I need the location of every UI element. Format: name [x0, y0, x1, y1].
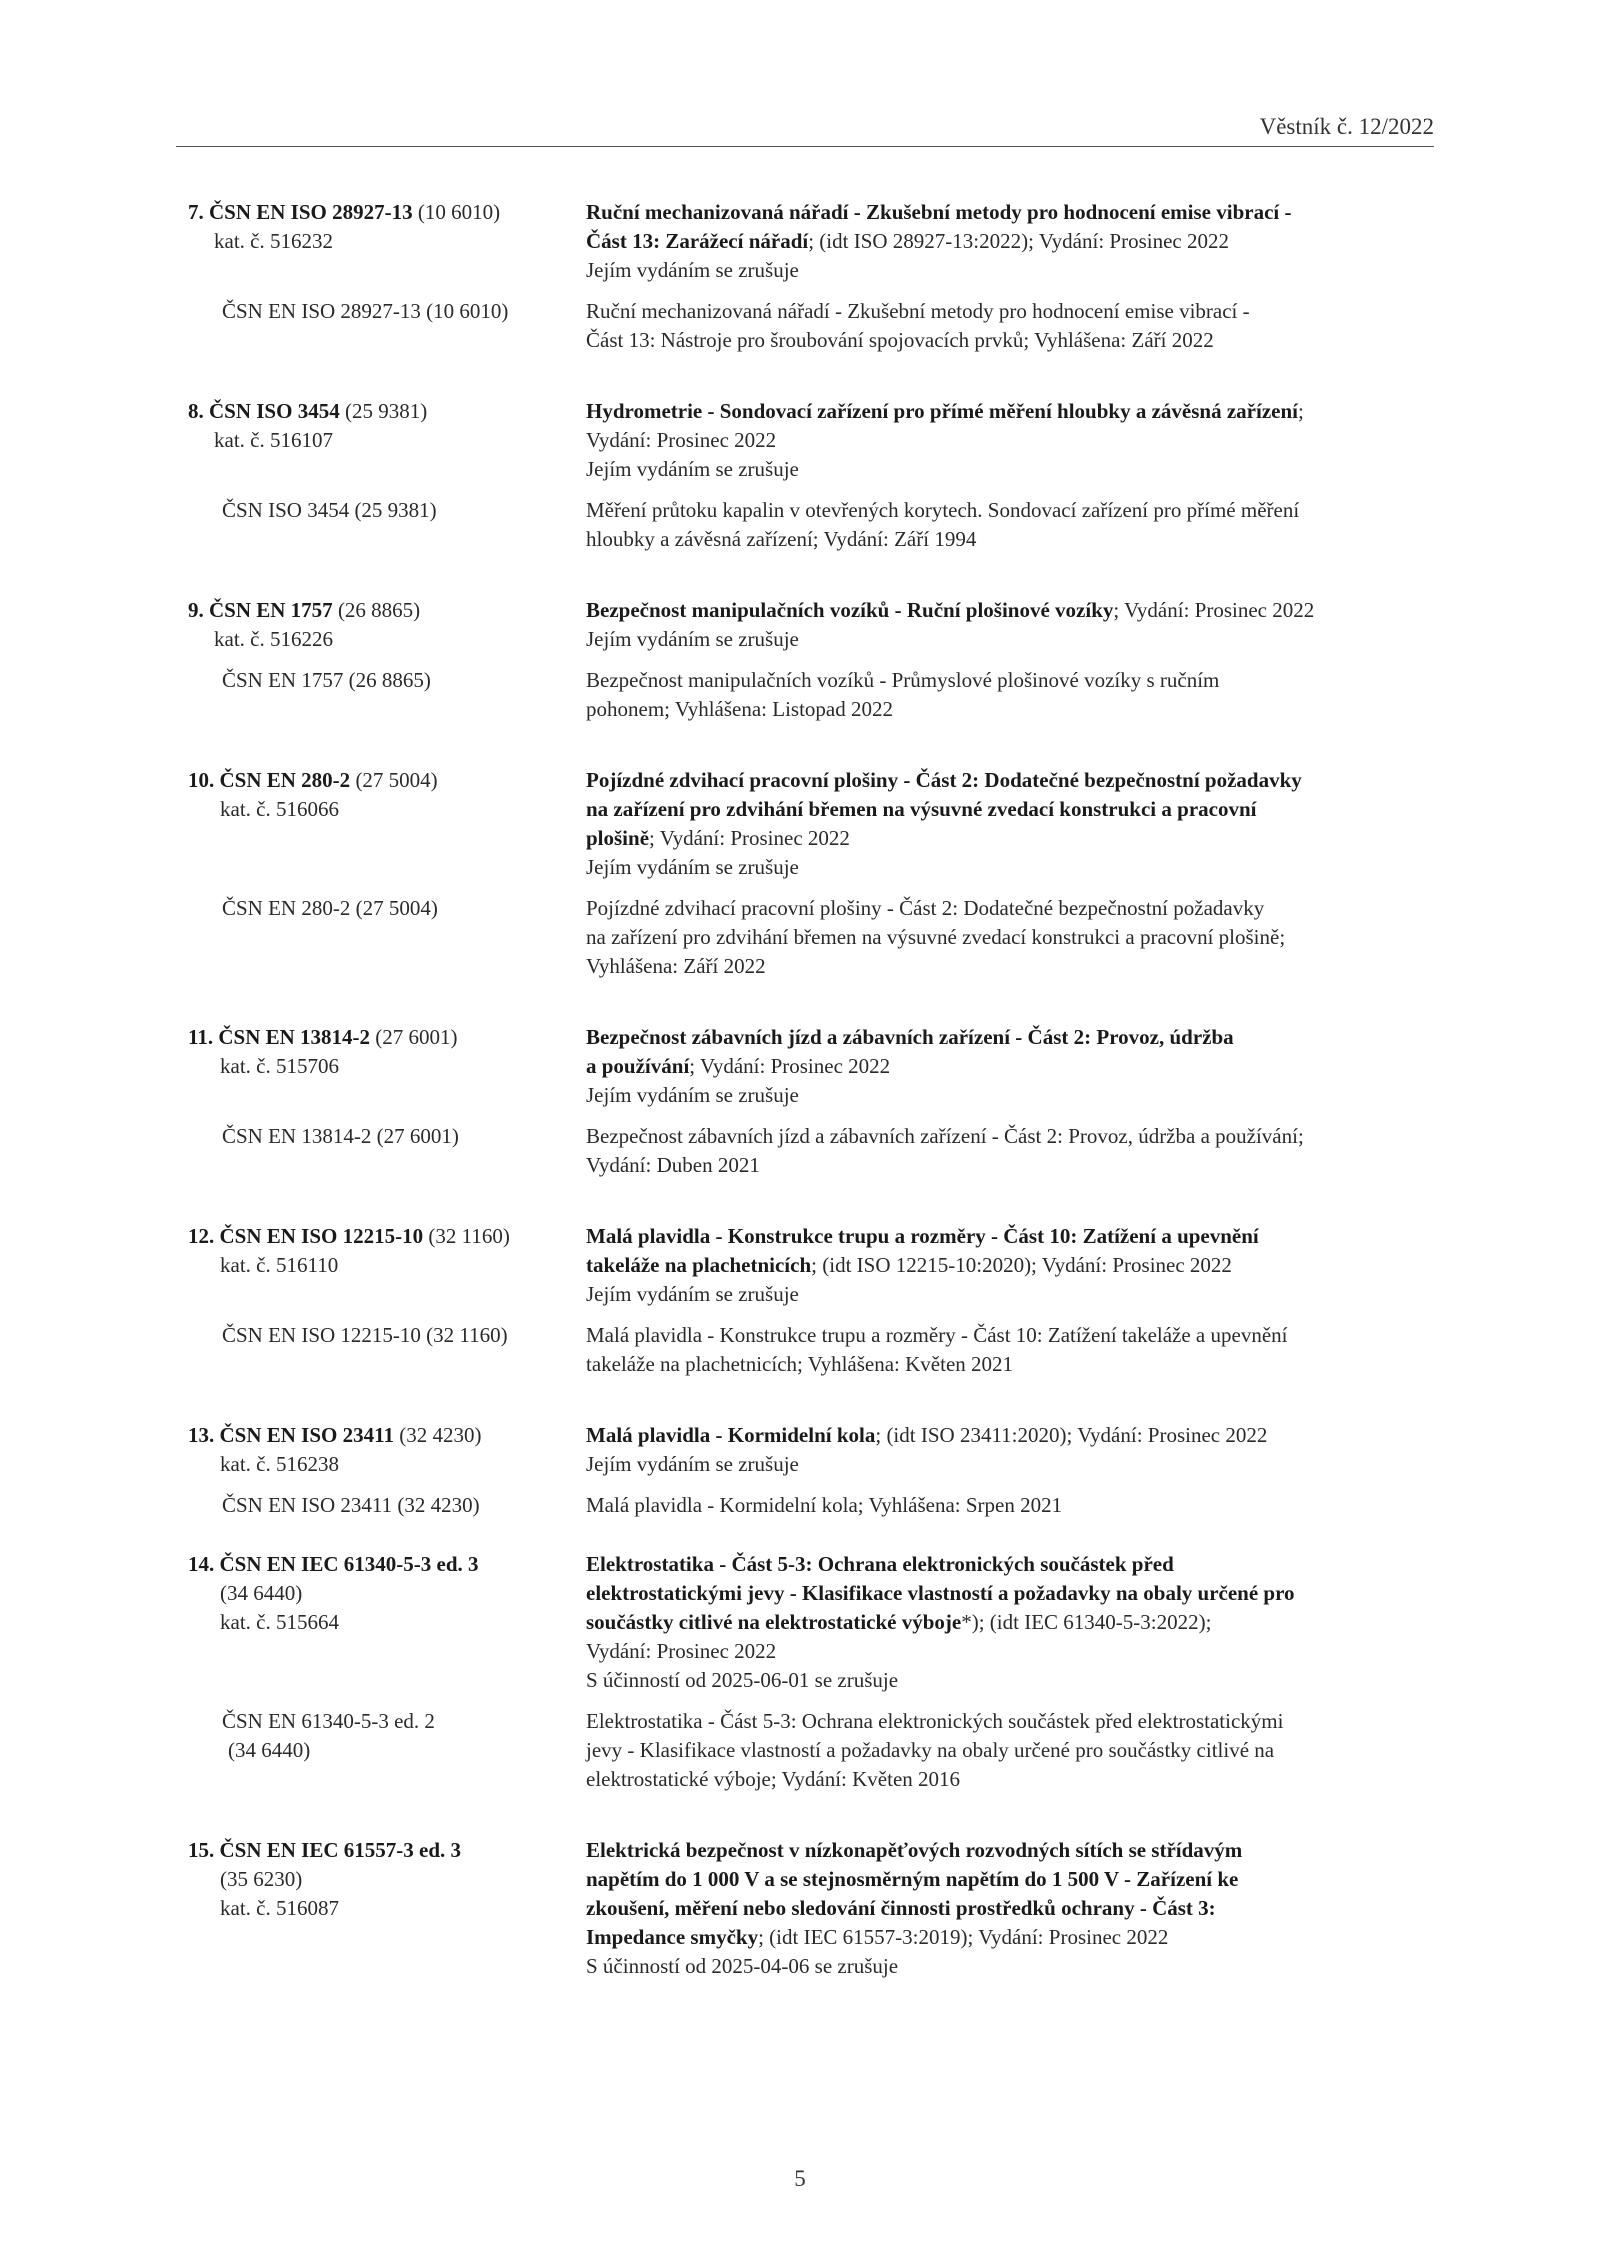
standard-meta: *); (idt IEC 61340-5-3:2022);	[961, 1610, 1212, 1634]
catalog-number: kat. č. 516226	[214, 627, 333, 651]
cancel-note: Jejím vydáním se zrušuje	[586, 855, 799, 879]
standard-title-line: Bezpečnost zábavních jízd a zábavních zařízení - Část 2: Provoz, údržba	[586, 1025, 1234, 1049]
replaced-standard-line: Elektrostatika - Část 5-3: Ochrana elektronických součástek před elektrostatickými	[586, 1709, 1284, 1733]
replaced-standard-line: Bezpečnost manipulačních vozíků - Průmyslové plošinové vozíky s ručním	[586, 668, 1220, 692]
classification-code: (32 1160)	[428, 1224, 510, 1248]
standard-title-line: Část 13: Zarážecí nářadí	[586, 229, 809, 253]
catalog-number: kat. č. 516232	[214, 229, 333, 253]
bulletin-title: Věstník č. 12/2022	[1259, 114, 1434, 139]
replaced-standard-line: Pojízdné zdvihací pracovní plošiny - Část 2: Dodatečné bezpečnostní požadavky	[586, 896, 1265, 920]
entry-number: 9.	[188, 598, 204, 622]
standard-title-line: Impedance smyčky	[586, 1925, 759, 1949]
standard-meta: ; (idt ISO 23411:2020); Vydání: Prosinec 2022	[875, 1423, 1268, 1447]
standards-list	[188, 198, 1438, 2023]
standard-title-line: Elektrostatika - Část 5-3: Ochrana elektronických součástek před	[586, 1552, 1174, 1576]
replaced-standard-line: Malá plavidla - Kormidelní kola; Vyhlášena: Srpen 2021	[586, 1493, 1063, 1517]
cancel-note: Jejím vydáním se zrušuje	[586, 1452, 799, 1476]
standard-title-line: elektrostatickými jevy - Klasifikace vlastností a požadavky na obaly určené pro	[586, 1581, 1295, 1605]
standard-title-line: Ruční mechanizovaná nářadí - Zkušební metody pro hodnocení emise vibrací -	[586, 200, 1292, 224]
standard-title-line: Malá plavidla - Konstrukce trupu a rozměry - Část 10: Zatížení a upevnění	[586, 1224, 1259, 1248]
catalog-number: kat. č. 516238	[220, 1452, 339, 1476]
replaced-standard-line: hloubky a závěsná zařízení; Vydání: Září 1994	[586, 527, 977, 551]
standard-id: ČSN ISO 3454	[209, 399, 340, 423]
classification-code: (26 8865)	[337, 598, 421, 622]
classification-code: (25 9381)	[344, 399, 428, 423]
standard-title-line: na zařízení pro zdvihání břemen na výsuvné zvedací konstrukci a pracovní	[586, 797, 1257, 821]
catalog-number: kat. č. 516066	[220, 797, 339, 821]
standard-id: ČSN EN 280-2	[219, 768, 351, 792]
replaced-standard-id: ČSN EN 1757 (26 8865)	[222, 668, 431, 692]
replaced-standard-code: (34 6440)	[228, 1738, 311, 1762]
entry-number: 10.	[188, 768, 215, 792]
standard-title-line: zkoušení, měření nebo sledování činnosti prostředků ochrany - Část 3:	[586, 1896, 1216, 1920]
classification-code: (27 5004)	[355, 768, 438, 792]
standard-title-line: Elektrická bezpečnost v nízkonapěťových rozvodných sítích se střídavým	[586, 1838, 1243, 1862]
standard-title-line: součástky citlivé na elektrostatické výboje	[586, 1610, 962, 1634]
classification-code: (10 6010)	[417, 200, 501, 224]
standard-title: Bezpečnost manipulačních vozíků - Ruční plošinové vozíky	[586, 598, 1114, 622]
replaced-standard-id: ČSN EN 61340-5-3 ed. 2	[222, 1709, 435, 1733]
standard-entry	[188, 1550, 1438, 1794]
page-number: 5	[794, 2166, 806, 2191]
standard-title-line: plošině	[586, 826, 650, 850]
standard-title-line: takeláže na plachetnicích	[586, 1253, 812, 1277]
standard-id: ČSN EN 1757	[209, 598, 333, 622]
standard-entry	[188, 1836, 1438, 1981]
replaced-standard-line: Malá plavidla - Konstrukce trupu a rozměry - Část 10: Zatížení takeláže a upevnění	[586, 1323, 1288, 1347]
standard-title-line: Pojízdné zdvihací pracovní plošiny - Část 2: Dodatečné bezpečnostní požadavky	[586, 768, 1302, 792]
cancel-note: Jejím vydáním se zrušuje	[586, 457, 799, 481]
standard-meta: ; (idt ISO 28927-13:2022); Vydání: Prosinec 2022	[808, 229, 1229, 253]
replaced-standard-id: ČSN EN ISO 12215-10 (32 1160)	[222, 1323, 508, 1347]
replaced-standard-id: ČSN ISO 3454 (25 9381)	[222, 498, 437, 522]
standard-meta-line: Vydání: Prosinec 2022	[586, 1639, 777, 1663]
entry-number: 8.	[188, 399, 204, 423]
replaced-standard-line: pohonem; Vyhlášena: Listopad 2022	[586, 697, 893, 721]
entry-number: 13.	[188, 1423, 215, 1447]
cancel-note: Jejím vydáním se zrušuje	[586, 1083, 799, 1107]
cancel-note: S účinností od 2025-04-06 se zrušuje	[586, 1954, 899, 1978]
replaced-standard-line: Vyhlášena: Září 2022	[586, 954, 766, 978]
replaced-standard-line: Bezpečnost zábavních jízd a zábavních zařízení - Část 2: Provoz, údržba a používání;	[586, 1124, 1304, 1148]
cancel-note: S účinností od 2025-06-01 se zrušuje	[586, 1668, 899, 1692]
entry-number: 12.	[188, 1224, 215, 1248]
replaced-standard-id: ČSN EN ISO 28927-13 (10 6010)	[222, 299, 509, 323]
standard-meta: ; Vydání: Prosinec 2022	[649, 826, 850, 850]
standard-entry	[188, 596, 1438, 724]
standard-title-line: napětím do 1 000 V a se stejnosměrným napětím do 1 500 V - Zařízení ke	[586, 1867, 1239, 1891]
entry-number: 14.	[188, 1552, 215, 1576]
cancel-note: Jejím vydáním se zrušuje	[586, 1282, 799, 1306]
classification-code: (27 6001)	[375, 1025, 458, 1049]
standard-title-line: a používání	[586, 1054, 690, 1078]
standard-id: ČSN EN 13814-2	[218, 1025, 371, 1049]
classification-code: (35 6230)	[220, 1867, 303, 1891]
standard-id: ČSN EN IEC 61340-5-3 ed. 3	[219, 1552, 479, 1576]
entry-number: 15.	[188, 1838, 215, 1862]
catalog-number: kat. č. 516110	[220, 1253, 339, 1277]
catalog-number: kat. č. 515706	[220, 1054, 339, 1078]
catalog-number: kat. č. 515664	[220, 1610, 339, 1634]
cancel-note: Jejím vydáním se zrušuje	[586, 258, 799, 282]
classification-code: (32 4230)	[399, 1423, 482, 1447]
replaced-standard-line: na zařízení pro zdvihání břemen na výsuvné zvedací konstrukci a pracovní plošině;	[586, 925, 1286, 949]
cancel-note: Jejím vydáním se zrušuje	[586, 627, 799, 651]
replaced-standard-id: ČSN EN 280-2 (27 5004)	[222, 896, 438, 920]
entry-number: 7.	[188, 200, 204, 224]
standard-entry	[188, 198, 1438, 355]
entry-number: 11.	[188, 1025, 214, 1049]
replaced-standard-line: Vydání: Duben 2021	[586, 1153, 760, 1177]
catalog-number: kat. č. 516087	[220, 1896, 339, 1920]
page-header	[176, 108, 1434, 147]
replaced-standard-line: elektrostatické výboje; Vydání: Květen 2016	[586, 1767, 961, 1791]
standard-id: ČSN EN ISO 28927-13	[209, 200, 413, 224]
standard-title: Hydrometrie - Sondovací zařízení pro přímé měření hloubky a závěsná zařízení	[586, 399, 1298, 423]
replaced-standard-line: Měření průtoku kapalin v otevřených korytech. Sondovací zařízení pro přímé měření	[586, 498, 1300, 522]
replaced-standard-id: ČSN EN 13814-2 (27 6001)	[222, 1124, 459, 1148]
standard-id: ČSN EN ISO 23411	[219, 1423, 394, 1447]
standard-id: ČSN EN IEC 61557-3 ed. 3	[219, 1838, 462, 1862]
replaced-standard-line: Ruční mechanizovaná nářadí - Zkušební metody pro hodnocení emise vibrací -	[586, 299, 1250, 323]
replaced-standard-id: ČSN EN ISO 23411 (32 4230)	[222, 1493, 480, 1517]
standard-entry	[188, 1023, 1438, 1180]
standard-meta: Vydání: Prosinec 2022	[586, 428, 777, 452]
replaced-standard-line: jevy - Klasifikace vlastností a požadavky na obaly určené pro součástky citlivé na	[586, 1738, 1275, 1762]
standard-meta: ; Vydání: Prosinec 2022	[689, 1054, 891, 1078]
standard-entry: 8. ČSN ISO 3454 (25 9381) kat. č. 516107 Hydrometrie - Sondovací zařízení pro přímé měření hloubky a závěsná zařízení; Vydání: Prosinec 2022 Jejím vydáním se zrušuje ČSN ISO 3454 (25 9381) Měření průtoku kapalin v otevřených korytech. Sondovací zařízení pro přímé měření hloubky a závěsná zařízení; Vydání: Září 1994	[188, 397, 1438, 554]
standard-meta: ; (idt IEC 61557-3:2019); Vydání: Prosinec 2022	[758, 1925, 1169, 1949]
standard-entry	[188, 766, 1438, 981]
standard-entry	[188, 1222, 1438, 1379]
replaced-standard-line: takeláže na plachetnicích; Vyhlášena: Květen 2021	[586, 1352, 1014, 1376]
standard-meta: ; (idt ISO 12215-10:2020); Vydání: Prosinec 2022	[811, 1253, 1232, 1277]
replaced-standard-line: Část 13: Nástroje pro šroubování spojovacích prvků; Vyhlášena: Září 2022	[586, 328, 1214, 352]
standard-title: Malá plavidla - Kormidelní kola	[586, 1423, 876, 1447]
catalog-number: kat. č. 516107	[214, 428, 333, 452]
standard-meta: ; Vydání: Prosinec 2022	[1113, 598, 1315, 622]
standard-id: ČSN EN ISO 12215-10	[219, 1224, 424, 1248]
classification-code: (34 6440)	[220, 1581, 303, 1605]
standard-entry	[188, 1421, 1438, 1520]
